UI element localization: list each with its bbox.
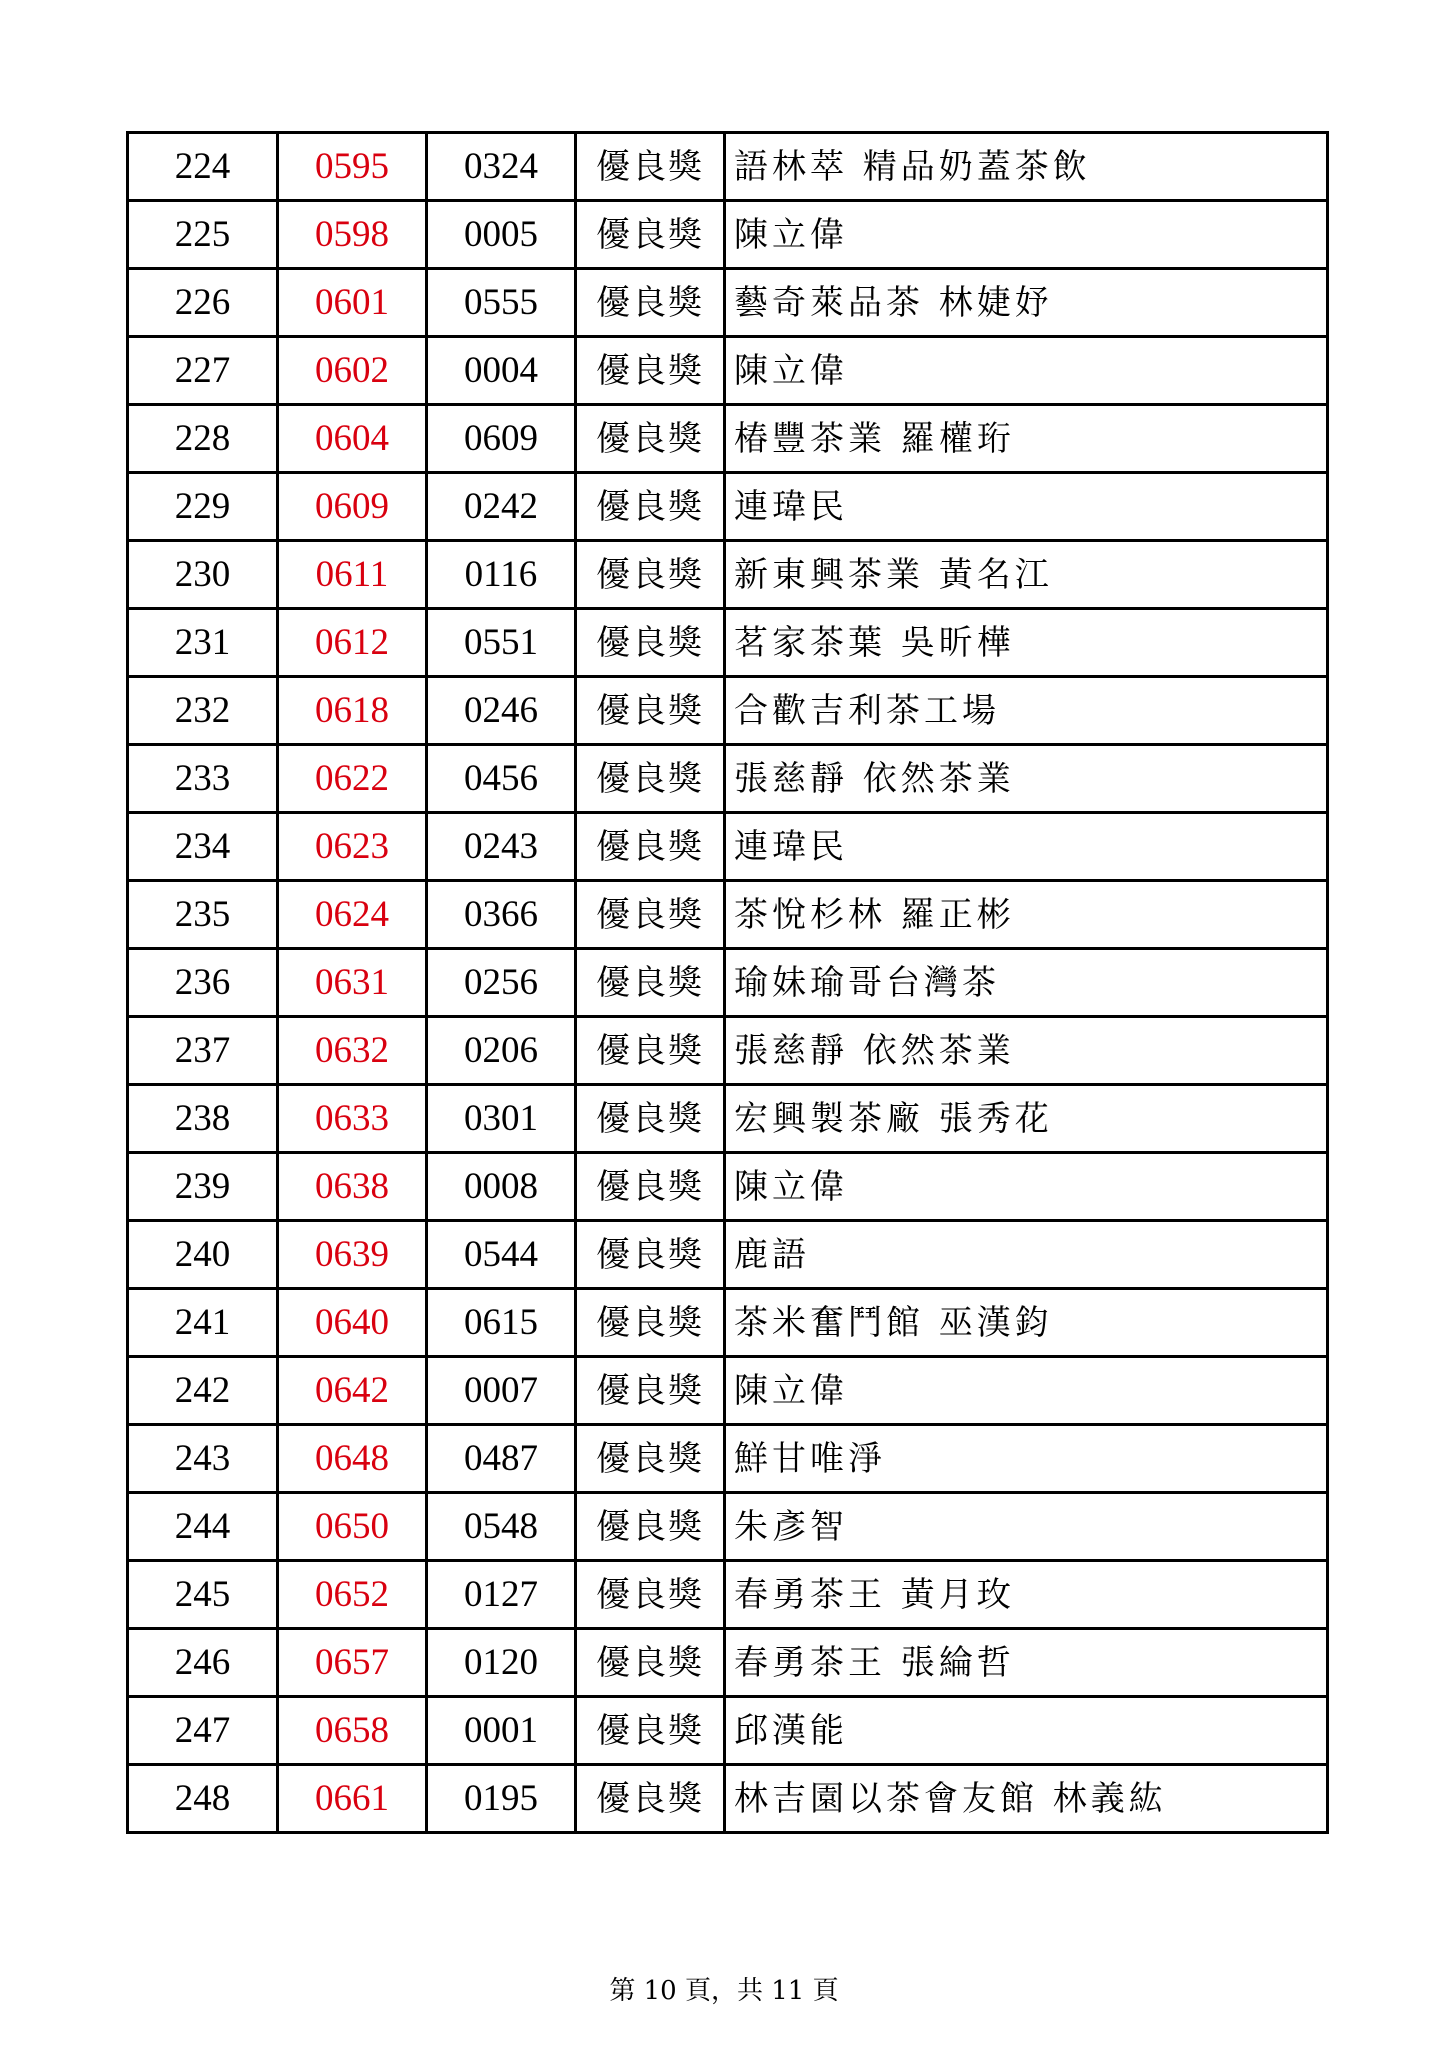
entrant-name-cell: 春勇茶王 黃月玫 — [725, 1561, 1328, 1629]
entry-number-cell: 0548 — [427, 1493, 576, 1561]
sample-code-cell: 0601 — [278, 269, 427, 337]
serial-number-cell: 233 — [128, 745, 278, 813]
sample-code-cell: 0612 — [278, 609, 427, 677]
entrant-name-cell: 新東興茶業 黃名江 — [725, 541, 1328, 609]
sample-code-cell: 0648 — [278, 1425, 427, 1493]
entry-number-cell: 0120 — [427, 1629, 576, 1697]
serial-number-cell: 247 — [128, 1697, 278, 1765]
sample-code-cell: 0609 — [278, 473, 427, 541]
sample-code-cell: 0633 — [278, 1085, 427, 1153]
award-level-cell: 優良獎 — [576, 813, 725, 881]
serial-number-cell: 243 — [128, 1425, 278, 1493]
entrant-name-cell: 陳立偉 — [725, 201, 1328, 269]
entrant-name-cell: 茶米奮鬥館 巫漢鈞 — [725, 1289, 1328, 1357]
award-results-table — [126, 131, 1329, 1834]
entry-number-cell: 0555 — [427, 269, 576, 337]
sample-code-cell: 0657 — [278, 1629, 427, 1697]
entry-number-cell: 0366 — [427, 881, 576, 949]
table-row — [128, 949, 1328, 1017]
award-level-cell: 優良獎 — [576, 201, 725, 269]
entry-number-cell: 0206 — [427, 1017, 576, 1085]
award-level-cell: 優良獎 — [576, 1017, 725, 1085]
table-row — [128, 881, 1328, 949]
entry-number-cell: 0005 — [427, 201, 576, 269]
entry-number-cell: 0242 — [427, 473, 576, 541]
serial-number-cell: 239 — [128, 1153, 278, 1221]
entry-number-cell: 0609 — [427, 405, 576, 473]
serial-number-cell: 238 — [128, 1085, 278, 1153]
award-level-cell: 優良獎 — [576, 1629, 725, 1697]
table-row — [128, 1425, 1328, 1493]
award-level-cell: 優良獎 — [576, 1357, 725, 1425]
entrant-name-cell: 張慈靜 依然茶業 — [725, 1017, 1328, 1085]
entry-number-cell: 0324 — [427, 133, 576, 201]
entry-number-cell: 0615 — [427, 1289, 576, 1357]
table-row — [128, 745, 1328, 813]
entry-number-cell: 0243 — [427, 813, 576, 881]
sample-code-cell: 0632 — [278, 1017, 427, 1085]
entry-number-cell: 0551 — [427, 609, 576, 677]
entry-number-cell: 0256 — [427, 949, 576, 1017]
sample-code-cell: 0640 — [278, 1289, 427, 1357]
sample-code-cell: 0623 — [278, 813, 427, 881]
sample-code-cell: 0661 — [278, 1765, 427, 1833]
entry-number-cell: 0195 — [427, 1765, 576, 1833]
award-level-cell: 優良獎 — [576, 133, 725, 201]
entrant-name-cell: 宏興製茶廠 張秀花 — [725, 1085, 1328, 1153]
entry-number-cell: 0487 — [427, 1425, 576, 1493]
entry-number-cell: 0127 — [427, 1561, 576, 1629]
serial-number-cell: 248 — [128, 1765, 278, 1833]
sample-code-cell: 0604 — [278, 405, 427, 473]
sample-code-cell: 0624 — [278, 881, 427, 949]
entrant-name-cell: 陳立偉 — [725, 1357, 1328, 1425]
sample-code-cell: 0598 — [278, 201, 427, 269]
serial-number-cell: 246 — [128, 1629, 278, 1697]
table-row — [128, 677, 1328, 745]
award-level-cell: 優良獎 — [576, 1221, 725, 1289]
sample-code-cell: 0642 — [278, 1357, 427, 1425]
serial-number-cell: 236 — [128, 949, 278, 1017]
sample-code-cell: 0618 — [278, 677, 427, 745]
sample-code-cell: 0650 — [278, 1493, 427, 1561]
entrant-name-cell: 張慈靜 依然茶業 — [725, 745, 1328, 813]
entrant-name-cell: 茗家茶葉 吳昕樺 — [725, 609, 1328, 677]
serial-number-cell: 231 — [128, 609, 278, 677]
sample-code-cell: 0639 — [278, 1221, 427, 1289]
serial-number-cell: 237 — [128, 1017, 278, 1085]
serial-number-cell: 228 — [128, 405, 278, 473]
table-row — [128, 1289, 1328, 1357]
entrant-name-cell: 連瑋民 — [725, 813, 1328, 881]
entry-number-cell: 0456 — [427, 745, 576, 813]
table-row — [128, 1085, 1328, 1153]
entry-number-cell: 0001 — [427, 1697, 576, 1765]
award-level-cell: 優良獎 — [576, 1561, 725, 1629]
award-level-cell: 優良獎 — [576, 1697, 725, 1765]
award-level-cell: 優良獎 — [576, 1085, 725, 1153]
award-level-cell: 優良獎 — [576, 1765, 725, 1833]
table-row — [128, 1561, 1328, 1629]
award-level-cell: 優良獎 — [576, 609, 725, 677]
table-row — [128, 269, 1328, 337]
table-row — [128, 1221, 1328, 1289]
entrant-name-cell: 合歡吉利茶工場 — [725, 677, 1328, 745]
serial-number-cell: 242 — [128, 1357, 278, 1425]
entry-number-cell: 0544 — [427, 1221, 576, 1289]
serial-number-cell: 227 — [128, 337, 278, 405]
entrant-name-cell: 連瑋民 — [725, 473, 1328, 541]
sample-code-cell: 0595 — [278, 133, 427, 201]
table-row — [128, 337, 1328, 405]
serial-number-cell: 234 — [128, 813, 278, 881]
award-level-cell: 優良獎 — [576, 269, 725, 337]
award-level-cell: 優良獎 — [576, 337, 725, 405]
page-number-footer: 第 10 頁，共 11 頁 — [609, 1976, 839, 2006]
entrant-name-cell: 椿豐茶業 羅權珩 — [725, 405, 1328, 473]
table-row — [128, 1493, 1328, 1561]
entry-number-cell: 0007 — [427, 1357, 576, 1425]
award-level-cell: 優良獎 — [576, 881, 725, 949]
serial-number-cell: 226 — [128, 269, 278, 337]
serial-number-cell: 241 — [128, 1289, 278, 1357]
entry-number-cell: 0116 — [427, 541, 576, 609]
serial-number-cell: 244 — [128, 1493, 278, 1561]
table-row — [128, 1765, 1328, 1833]
entrant-name-cell: 陳立偉 — [725, 1153, 1328, 1221]
award-level-cell: 優良獎 — [576, 473, 725, 541]
table-row — [128, 201, 1328, 269]
table-row — [128, 473, 1328, 541]
award-level-cell: 優良獎 — [576, 1289, 725, 1357]
entry-number-cell: 0008 — [427, 1153, 576, 1221]
entrant-name-cell: 鹿語 — [725, 1221, 1328, 1289]
award-results-body — [128, 133, 1328, 1833]
serial-number-cell: 245 — [128, 1561, 278, 1629]
serial-number-cell: 240 — [128, 1221, 278, 1289]
award-level-cell: 優良獎 — [576, 677, 725, 745]
table-row — [128, 405, 1328, 473]
entrant-name-cell: 陳立偉 — [725, 337, 1328, 405]
table-row — [128, 1357, 1328, 1425]
award-level-cell: 優良獎 — [576, 1153, 725, 1221]
entrant-name-cell: 邱漢能 — [725, 1697, 1328, 1765]
award-level-cell: 優良獎 — [576, 745, 725, 813]
award-level-cell: 優良獎 — [576, 1425, 725, 1493]
table-row — [128, 1153, 1328, 1221]
entrant-name-cell: 瑜妹瑜哥台灣茶 — [725, 949, 1328, 1017]
table-row — [128, 541, 1328, 609]
serial-number-cell: 225 — [128, 201, 278, 269]
sample-code-cell: 0602 — [278, 337, 427, 405]
table-row — [128, 1017, 1328, 1085]
award-level-cell: 優良獎 — [576, 541, 725, 609]
entrant-name-cell: 鮮甘唯淨 — [725, 1425, 1328, 1493]
serial-number-cell: 232 — [128, 677, 278, 745]
award-level-cell: 優良獎 — [576, 405, 725, 473]
award-level-cell: 優良獎 — [576, 949, 725, 1017]
sample-code-cell: 0631 — [278, 949, 427, 1017]
entry-number-cell: 0246 — [427, 677, 576, 745]
table-row — [128, 133, 1328, 201]
entrant-name-cell: 春勇茶王 張綸哲 — [725, 1629, 1328, 1697]
award-level-cell: 優良獎 — [576, 1493, 725, 1561]
table-row — [128, 1697, 1328, 1765]
table-row — [128, 609, 1328, 677]
table-row — [128, 1629, 1328, 1697]
entry-number-cell: 0004 — [427, 337, 576, 405]
sample-code-cell: 0638 — [278, 1153, 427, 1221]
entrant-name-cell: 藝奇萊品茶 林婕妤 — [725, 269, 1328, 337]
sample-code-cell: 0658 — [278, 1697, 427, 1765]
serial-number-cell: 229 — [128, 473, 278, 541]
sample-code-cell: 0622 — [278, 745, 427, 813]
entrant-name-cell: 朱彥智 — [725, 1493, 1328, 1561]
entrant-name-cell: 茶悅杉林 羅正彬 — [725, 881, 1328, 949]
entrant-name-cell: 林吉園以茶會友館 林義紘 — [725, 1765, 1328, 1833]
entry-number-cell: 0301 — [427, 1085, 576, 1153]
entrant-name-cell: 語林萃 精品奶蓋茶飲 — [725, 133, 1328, 201]
serial-number-cell: 230 — [128, 541, 278, 609]
sample-code-cell: 0611 — [278, 541, 427, 609]
table-row — [128, 813, 1328, 881]
serial-number-cell: 235 — [128, 881, 278, 949]
serial-number-cell: 224 — [128, 133, 278, 201]
sample-code-cell: 0652 — [278, 1561, 427, 1629]
